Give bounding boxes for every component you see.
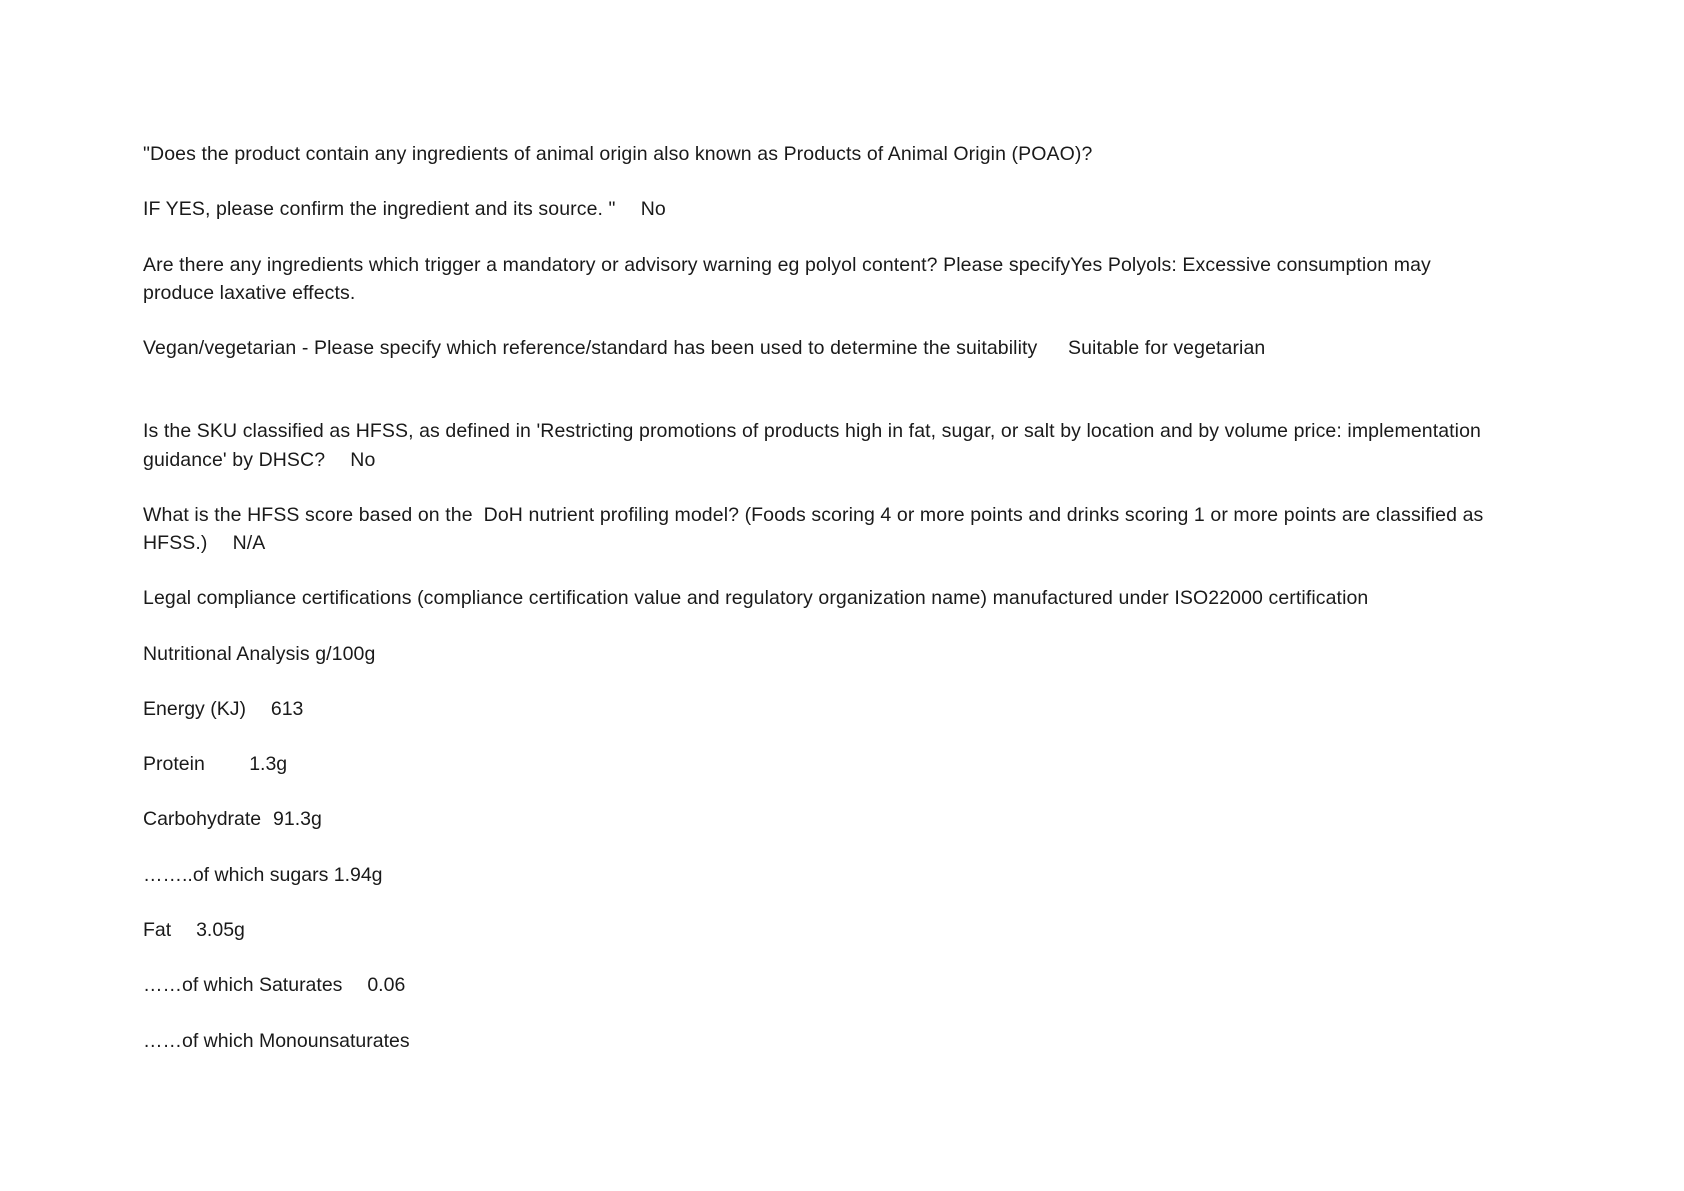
paragraph-poao-question: "Does the product contain any ingredients of animal origin also known as Products of Animal Origin (POAO)? (143, 143, 1093, 165)
document-body (143, 140, 1488, 1055)
nutrition-row-carbohydrate: Carbohydrate 91.3g (143, 808, 322, 831)
nutrition-row-energy: Energy (KJ) 613 (143, 697, 304, 720)
paragraph-legal-compliance: Legal compliance certifications (compliance certification value and regulatory organization name) manufactured under ISO22000 certification (143, 587, 1369, 610)
nutrition-row-saturates: ……of which Saturates 0.06 (143, 974, 406, 997)
nutritional-analysis-heading: Nutritional Analysis g/100g (143, 642, 376, 665)
paragraph-vegan-vegetarian: Vegan/vegetarian - Please specify which reference/standard has been used to determine the suitability Suitable for vegetarian (143, 337, 1266, 360)
nutrition-row-sugars: ……..of which sugars 1.94g (143, 863, 383, 886)
paragraph-hfss-score: What is the HFSS score based on the DoH nutrient profiling model? (Foods scoring 4 or more points and drinks scoring 1 or more points are classified as HFSS.) N/A (143, 503, 1489, 555)
paragraph-warning-ingredients: Are there any ingredients which trigger a mandatory or advisory warning eg polyol content? Please specifyYes Polyols: Excessive consumption may produce laxative effects. (143, 253, 1437, 304)
nutrition-row-monounsaturates: ……of which Monounsaturates (143, 1029, 410, 1052)
paragraph-hfss-classification: Is the SKU classified as HFSS, as defined in 'Restricting promotions of products high in fat, sugar, or salt by location and by volume price: implementation guidance' by DHSC? No (143, 420, 1487, 471)
paragraph-poao-answer: IF YES, please confirm the ingredient and its source. " No (143, 198, 666, 221)
nutrition-row-protein: Protein 1.3g (143, 753, 288, 776)
paragraph-spacer (143, 389, 1488, 417)
nutrition-row-fat: Fat 3.05g (143, 918, 245, 941)
